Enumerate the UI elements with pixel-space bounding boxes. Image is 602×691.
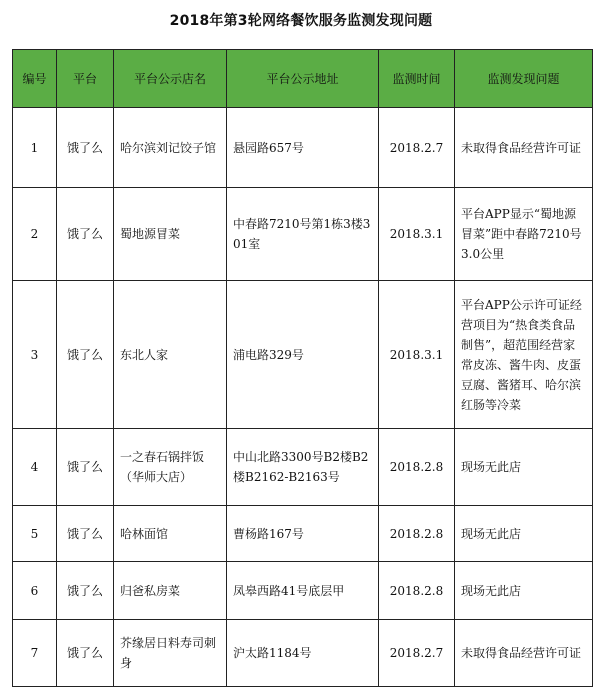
- row-store-name: 蜀地源冒菜: [114, 188, 227, 281]
- row-number: 6: [13, 562, 57, 620]
- row-store-name: 归爸私房菜: [114, 562, 227, 620]
- header-store-name: 平台公示店名: [114, 50, 227, 108]
- row-platform: 饿了么: [57, 188, 114, 281]
- row-monitor-time: 2018.2.8: [379, 429, 455, 506]
- row-store-name: 哈林面馆: [114, 506, 227, 562]
- page-title: 2018年第3轮网络餐饮服务监测发现问题: [169, 13, 433, 29]
- row-number: 5: [13, 506, 57, 562]
- row-number: 4: [13, 429, 57, 506]
- table-header-row: [13, 50, 593, 108]
- row-monitor-time: 2018.2.8: [379, 506, 455, 562]
- row-monitor-time: 2018.2.7: [379, 108, 455, 188]
- row-platform: 饿了么: [57, 620, 114, 687]
- row-address: 中春路7210号第1栋3楼301室: [227, 188, 379, 281]
- row-issue: 现场无此店: [455, 562, 593, 620]
- table-row: [13, 281, 593, 429]
- header-issue: 监测发现问题: [455, 50, 593, 108]
- row-platform: 饿了么: [57, 108, 114, 188]
- table-row: [13, 620, 593, 687]
- row-monitor-time: 2018.2.7: [379, 620, 455, 687]
- table-row: [13, 506, 593, 562]
- row-number: 7: [13, 620, 57, 687]
- row-issue: 未取得食品经营许可证: [455, 108, 593, 188]
- row-monitor-time: 2018.3.1: [379, 188, 455, 281]
- row-platform: 饿了么: [57, 562, 114, 620]
- row-issue: 现场无此店: [455, 429, 593, 506]
- row-monitor-time: 2018.3.1: [379, 281, 455, 429]
- table-row: [13, 429, 593, 506]
- row-platform: 饿了么: [57, 506, 114, 562]
- problems-table: [12, 49, 593, 687]
- table-row: [13, 108, 593, 188]
- table-row: [13, 562, 593, 620]
- table-row: [13, 188, 593, 281]
- row-issue: 现场无此店: [455, 506, 593, 562]
- row-address: 凤皋西路41号底层甲: [227, 562, 379, 620]
- row-number: 3: [13, 281, 57, 429]
- header-number: 编号: [13, 50, 57, 108]
- row-platform: 饿了么: [57, 429, 114, 506]
- row-address: 悬园路657号: [227, 108, 379, 188]
- header-platform: 平台: [57, 50, 114, 108]
- row-address: 曹杨路167号: [227, 506, 379, 562]
- row-platform: 饿了么: [57, 281, 114, 429]
- row-issue: 平台APP公示许可证经营项目为“热食类食品制售”，超范围经营家常皮冻、酱牛肉、皮蛋豆腐、酱猪耳、哈尔滨红肠等冷菜: [455, 281, 593, 429]
- header-address: 平台公示地址: [227, 50, 379, 108]
- row-store-name: 哈尔滨刘记饺子馆: [114, 108, 227, 188]
- row-issue: 平台APP显示“蜀地源冒菜”距中春路7210号3.0公里: [455, 188, 593, 281]
- header-monitor-time: 监测时间: [379, 50, 455, 108]
- row-address: 沪太路1184号: [227, 620, 379, 687]
- row-address: 中山北路3300号B2楼B2楼B2162-B2163号: [227, 429, 379, 506]
- row-store-name: 一之春石锅拌饭（华师大店）: [114, 429, 227, 506]
- row-issue: 未取得食品经营许可证: [455, 620, 593, 687]
- row-number: 1: [13, 108, 57, 188]
- row-store-name: 东北人家: [114, 281, 227, 429]
- row-monitor-time: 2018.2.8: [379, 562, 455, 620]
- row-number: 2: [13, 188, 57, 281]
- row-address: 浦电路329号: [227, 281, 379, 429]
- row-store-name: 芥缘居日料寿司刺身: [114, 620, 227, 687]
